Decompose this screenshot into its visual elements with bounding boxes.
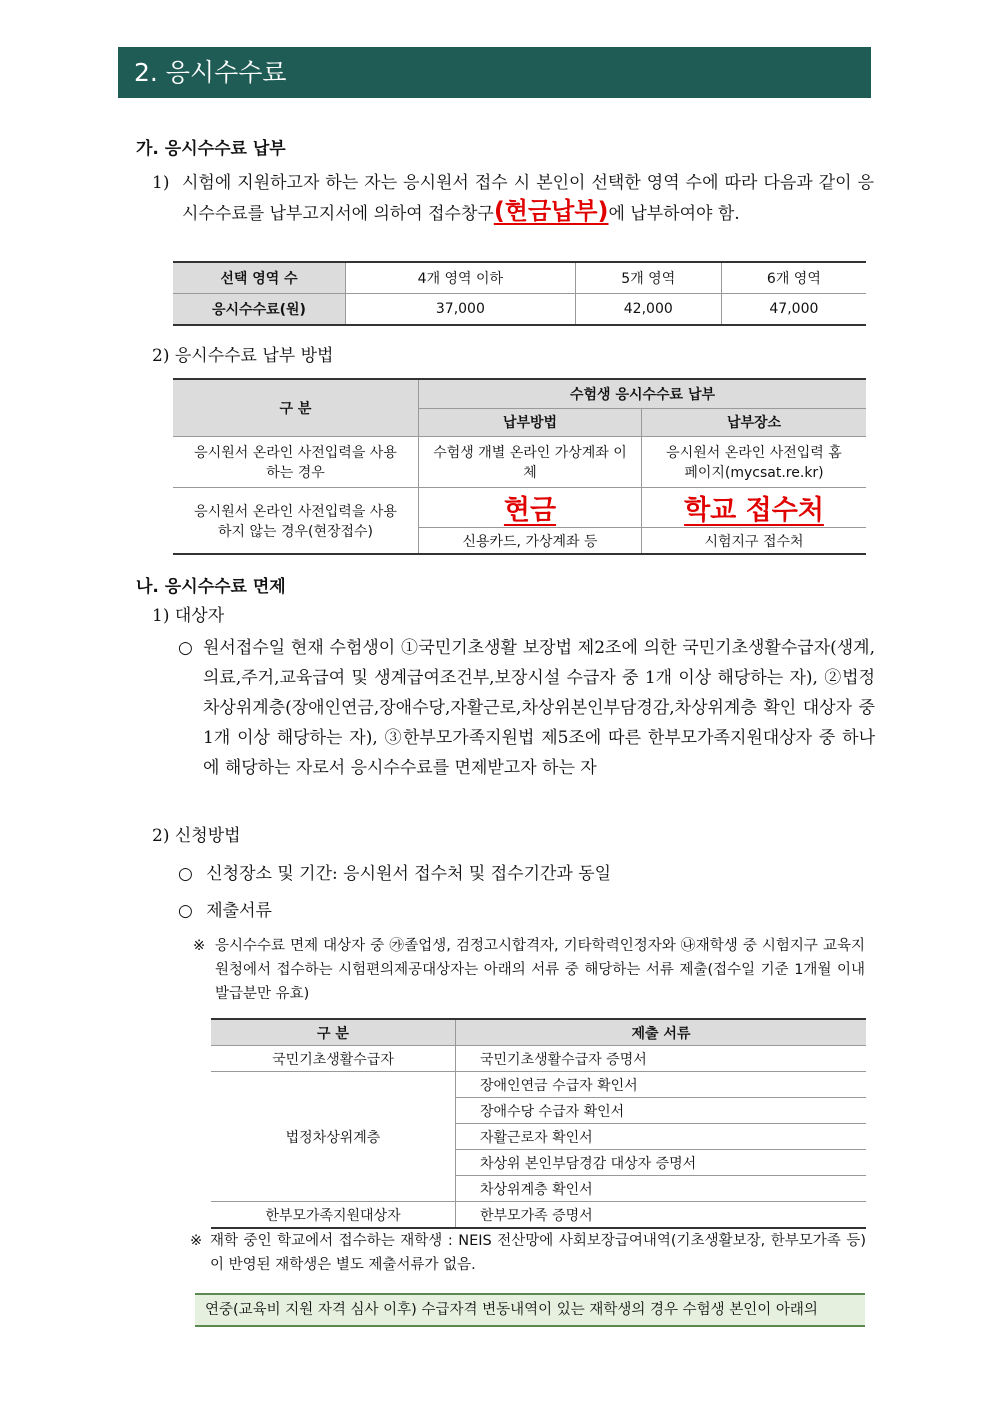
section-heading-ga: 가. 응시수수료 납부 [136, 139, 286, 159]
doc-item: 차상위계층 확인서 [456, 1176, 867, 1202]
doc-item: 장애인연금 수급자 확인서 [456, 1072, 867, 1098]
header-place: 납부장소 [642, 408, 867, 437]
doc-item: 자활근로자 확인서 [456, 1124, 867, 1150]
cash-payment-highlight: (현금납부) [493, 197, 609, 225]
header-gubun: 구 분 [173, 379, 419, 437]
row-place [642, 488, 867, 528]
row-label: 응시원서 온라인 사전입력을 사용하지 않는 경우(현장접수) [173, 488, 419, 555]
note-mark: ※ [190, 1233, 203, 1249]
row-method: 신용카드, 가상계좌 등 [419, 528, 642, 555]
row-method [419, 488, 642, 528]
footer-note-box: 연중(교육비 지원 자격 심사 이후) 수급자격 변동내역이 있는 재학생의 경우 수험생 본인이 아래의 [195, 1293, 865, 1327]
method-item-2 [178, 897, 272, 925]
bullet-icon: ○ [178, 864, 193, 884]
section-heading-na: 나. 응시수수료 면제 [136, 577, 286, 597]
paragraph-1-text-a: 시험에 지원하고자 하는 자는 응시원서 접수 시 본인이 선택한 영역 수에 따라 다음과 같이 응시수수료를 납부고지서에 의하여 접수창구 [182, 173, 874, 224]
subsection-method-title: 2) 신청방법 [152, 826, 241, 846]
documents-table [211, 1018, 866, 1229]
note-2 [190, 1229, 866, 1277]
fee-table-row-areas [173, 262, 866, 294]
target-text: 원서접수일 현재 수험생이 ①국민기초생활 보장법 제2조에 의한 국민기초생활수급자(생계,의료,주거,교육급여 및 생계급여조건부,보장시설 수급자 중 1개 이상 해당하는 자), ②법정차상위계층(장애인연금,장애수당,자활근로,차상위본인부담경감,차상위계층 확인 대상자 중 1개 이상 해당하는 자), ③한부모가족지원법 제5조에 따른 한부모가족지원대상자 중 하나에 해당하는 자로서 응시수수료를 면제받고자 하는 자 [203, 638, 875, 778]
header-method: 납부방법 [419, 408, 642, 437]
note-mark: ※ [193, 938, 206, 954]
row-method: 수험생 개별 온라인 가상계좌 이체 [419, 437, 642, 488]
fee-table-label: 선택 영역 수 [173, 262, 346, 294]
group-label: 국민기초생활수급자 [211, 1046, 456, 1072]
doc-item: 장애수당 수급자 확인서 [456, 1098, 867, 1124]
table-row [211, 1072, 866, 1098]
row-place: 응시원서 온라인 사전입력 홈페이지(mycsat.re.kr) [642, 437, 867, 488]
fee-table-cell: 42,000 [575, 294, 721, 326]
fee-table-cell: 37,000 [346, 294, 576, 326]
section-banner: 2. 응시수수료 [118, 47, 871, 98]
header-docs: 제출 서류 [456, 1019, 867, 1046]
row-place: 시험지구 접수처 [642, 528, 867, 555]
table-header-row [173, 379, 866, 408]
method-item-1-text: 신청장소 및 기간: 응시원서 접수처 및 접수기간과 동일 [206, 864, 612, 884]
item-number: 1) [152, 173, 170, 193]
table-header-row [211, 1019, 866, 1046]
note-1 [193, 934, 865, 1006]
note-2-text: 재학 중인 학교에서 접수하는 재학생 : NEIS 전산망에 사회보장급여내역(기초생활보장, 한부모가족 등)이 반영된 재학생은 별도 제출서류가 없음. [210, 1233, 866, 1273]
table-row [173, 488, 866, 528]
doc-item: 국민기초생활수급자 증명서 [456, 1046, 867, 1072]
paragraph-2-heading: 2) 응시수수료 납부 방법 [152, 346, 334, 366]
fee-table-cell: 6개 영역 [721, 262, 866, 294]
target-paragraph [178, 633, 875, 783]
header-group: 수험생 응시수수료 납부 [419, 379, 867, 408]
method-item-2-text: 제출서류 [206, 901, 272, 921]
payment-method-table [173, 378, 866, 555]
doc-item: 차상위 본인부담경감 대상자 증명서 [456, 1150, 867, 1176]
school-desk-highlight: 학교 접수처 [684, 495, 824, 526]
cash-highlight: 현금 [503, 495, 557, 526]
fee-table-cell: 4개 영역 이하 [346, 262, 576, 294]
table-row [211, 1202, 866, 1229]
fee-table-cell: 5개 영역 [575, 262, 721, 294]
bullet-icon: ○ [178, 901, 193, 921]
paragraph-1-text-b: 에 납부하여야 함. [608, 204, 740, 224]
fee-table-cell: 47,000 [721, 294, 866, 326]
doc-item: 한부모가족 증명서 [456, 1202, 867, 1229]
method-item-1 [178, 860, 611, 888]
group-label: 한부모가족지원대상자 [211, 1202, 456, 1229]
fee-table [173, 261, 866, 326]
paragraph-1 [152, 169, 874, 228]
group-label: 법정차상위계층 [211, 1072, 456, 1202]
note-1-text: 응시수수료 면제 대상자 중 ㉮졸업생, 검정고시합격자, 기타학력인정자와 ㉯재학생 중 시험지구 교육지원청에서 접수하는 시험편의제공대상자는 아래의 서류 중 해당하는 서류 제출(접수일 기준 1개월 이내 발급분만 유효) [215, 938, 865, 1002]
subsection-target-title: 1) 대상자 [152, 606, 225, 626]
table-row [211, 1046, 866, 1072]
table-row [173, 437, 866, 488]
fee-table-label: 응시수수료(원) [173, 294, 346, 326]
header-gubun: 구 분 [211, 1019, 456, 1046]
fee-table-row-fees [173, 294, 866, 326]
row-label: 응시원서 온라인 사전입력을 사용하는 경우 [173, 437, 419, 488]
bullet-icon: ○ [178, 638, 193, 658]
